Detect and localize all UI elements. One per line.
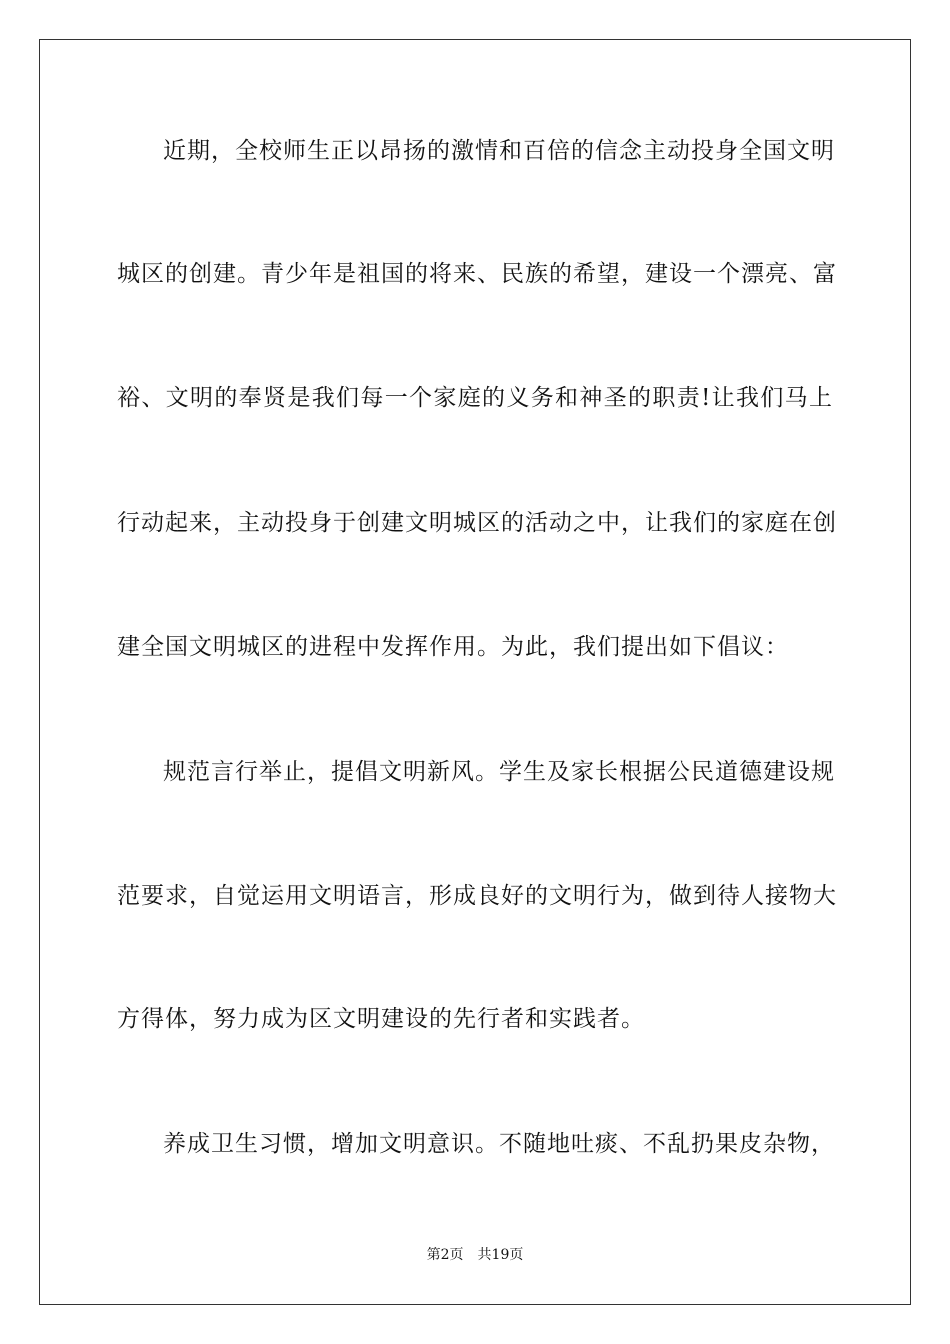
current-page-number: 第2页 <box>426 1247 464 1263</box>
total-pages: 共19页 <box>477 1247 524 1263</box>
text-line-4: 行动起来，主动投身于创建文明城区的活动之中，让我们的家庭在创 <box>117 510 837 536</box>
text-line-9: 养成卫生习惯，增加文明意识。不随地吐痰、不乱扔果皮杂物， <box>163 1131 835 1157</box>
text-line-3: 裕、文明的奉贤是我们每一个家庭的义务和神圣的职责!让我们马上 <box>117 385 833 411</box>
text-line-7: 范要求，自觉运用文明语言，形成良好的文明行为，做到待人接物大 <box>117 883 837 909</box>
page-footer <box>0 1246 950 1264</box>
text-line-5: 建全国文明城区的进程中发挥作用。为此，我们提出如下倡议： <box>117 634 789 660</box>
text-line-1: 近期，全校师生正以昂扬的激情和百倍的信念主动投身全国文明 <box>163 138 835 164</box>
text-line-2: 城区的创建。青少年是祖国的将来、民族的希望，建设一个漂亮、富 <box>117 261 837 287</box>
text-line-8: 方得体，努力成为区文明建设的先行者和实践者。 <box>117 1006 645 1032</box>
text-line-6: 规范言行举止，提倡文明新风。学生及家长根据公民道德建设规 <box>163 759 835 785</box>
page-frame <box>39 39 911 1305</box>
